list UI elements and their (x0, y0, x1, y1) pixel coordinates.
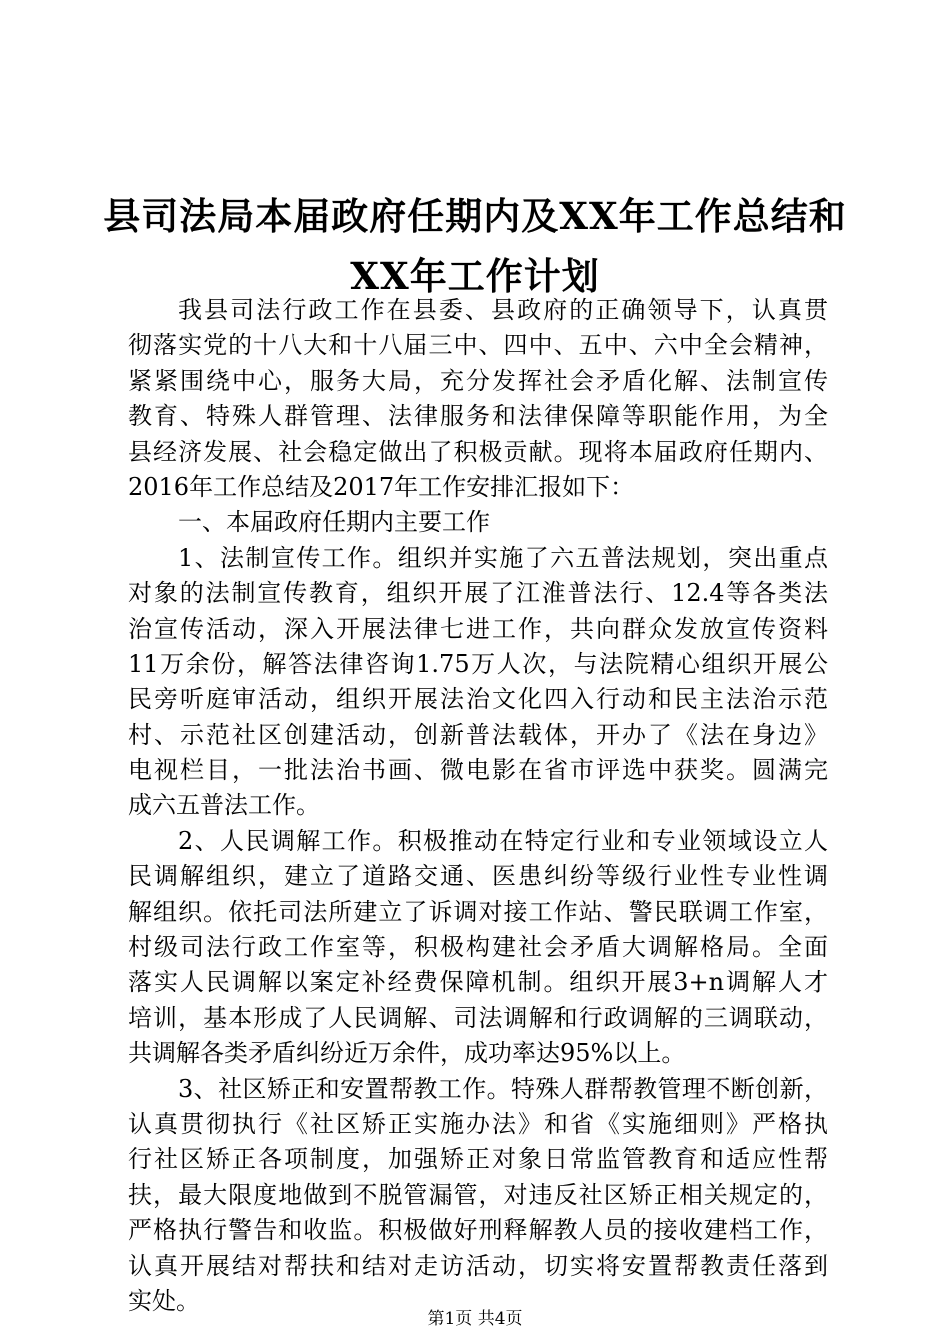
body-text-line: 教育、特殊人群管理、法律服务和法律保障等职能作用，为全 (128, 402, 828, 431)
body-text-line: 一、本届政府任期内主要工作 (178, 508, 490, 537)
body-text-line: 认真开展结对帮扶和结对走访活动，切实将安置帮教责任落到 (128, 1251, 828, 1280)
body-text-line: 实处。 (128, 1286, 200, 1315)
body-text-line: 县经济发展、社会稳定做出了积极贡献。现将本届政府任期内、 (128, 437, 828, 466)
body-text-line: 严格执行警告和收监。积极做好刑释解教人员的接收建档工作， (128, 1216, 828, 1245)
body-text-line: 民旁听庭审活动，组织开展法治文化四入行动和民主法治示范 (128, 685, 828, 714)
body-text-line: 落实人民调解以案定补经费保障机制。组织开展3+n调解人才 (128, 968, 828, 997)
body-text-line: 共调解各类矛盾纠纷近万余件，成功率达95%以上。 (128, 1039, 686, 1068)
body-text-line: 我县司法行政工作在县委、县政府的正确领导下，认真贯 (178, 296, 828, 324)
document-title-line-2: XX年工作计划 (350, 254, 600, 298)
document-body (128, 293, 828, 1319)
body-text-line: 1、法制宣传工作。组织并实施了六五普法规划，突出重点 (178, 543, 828, 572)
body-text-line: 培训，基本形成了人民调解、司法调解和行政调解的三调联动， (128, 1003, 828, 1032)
body-text-line: 解组织。依托司法所建立了诉调对接工作站、警民联调工作室， (128, 897, 828, 926)
body-text-line: 成六五普法工作。 (128, 791, 320, 820)
body-text-line: 紧紧围绕中心，服务大局，充分发挥社会矛盾化解、法制宣传 (128, 366, 828, 395)
body-text-line: 电视栏目，一批法治书画、微电影在省市评选中获奖。圆满完 (128, 756, 828, 785)
body-text-line: 村、示范社区创建活动，创新普法载体，开办了《法在身边》 (128, 720, 828, 749)
body-text-line: 对象的法制宣传教育，组织开展了江淮普法行、12.4等各类法 (128, 579, 828, 608)
document-title-line-1: 县司法局本届政府任期内及XX年工作总结和 (103, 194, 847, 238)
body-text-line: 2016年工作总结及2017年工作安排汇报如下： (128, 472, 635, 501)
body-text-line: 认真贯彻执行《社区矫正实施办法》和省《实施细则》严格执 (128, 1109, 828, 1138)
body-text-line: 行社区矫正各项制度，加强矫正对象日常监管教育和适应性帮 (128, 1145, 828, 1174)
body-text-line: 2、人民调解工作。积极推动在特定行业和专业领域设立人 (178, 826, 828, 855)
body-text-line: 民调解组织，建立了道路交通、医患纠纷等级行业性专业性调 (128, 862, 828, 891)
body-text-line: 3、社区矫正和安置帮教工作。特殊人群帮教管理不断创新， (178, 1074, 828, 1103)
body-text-line: 治宣传活动，深入开展法律七进工作，共向群众发放宣传资料 (128, 614, 828, 643)
body-text-line: 11万余份，解答法律咨询1.75万人次，与法院精心组织开展公 (128, 649, 828, 678)
page-footer: 第1页 共4页 (427, 1309, 523, 1329)
body-text-line: 村级司法行政工作室等，积极构建社会矛盾大调解格局。全面 (128, 933, 828, 962)
body-text-line: 扶，最大限度地做到不脱管漏管，对违反社区矫正相关规定的， (128, 1180, 828, 1209)
body-text-line: 彻落实党的十八大和十八届三中、四中、五中、六中全会精神， (128, 331, 828, 360)
